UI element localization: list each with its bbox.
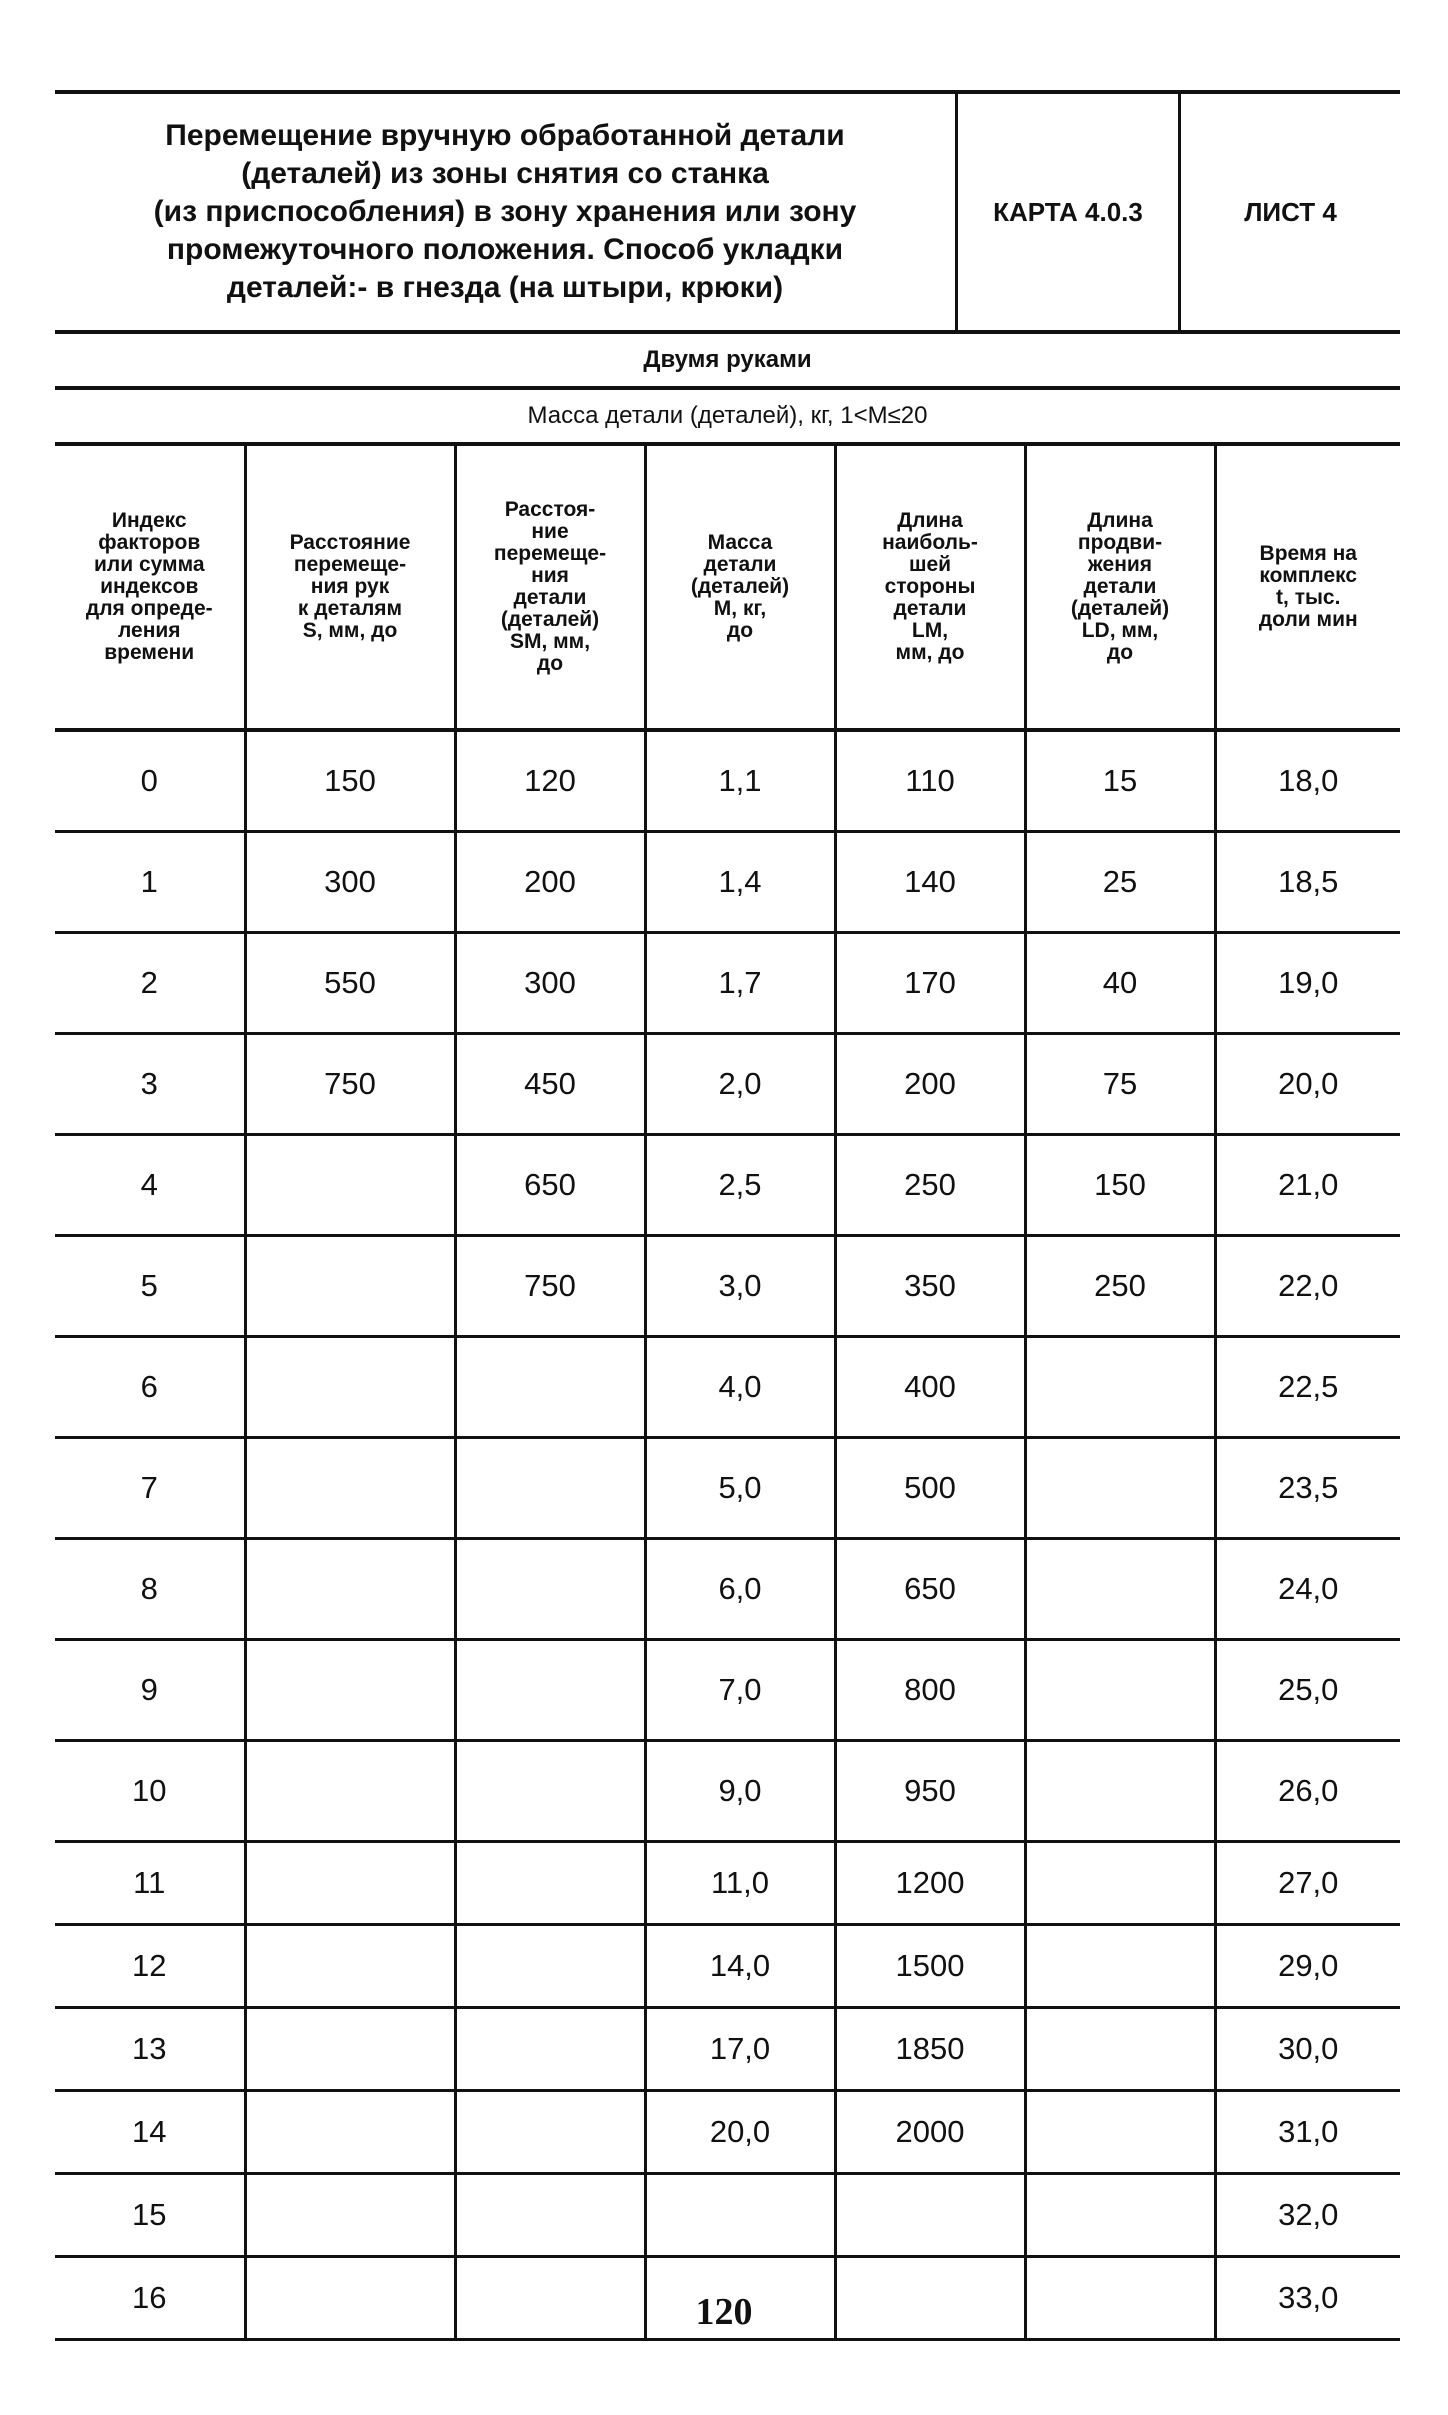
hand-distance-cell: [245, 1741, 455, 1842]
time-cell: 31,0: [1215, 2091, 1400, 2174]
part-distance-cell: [455, 1842, 645, 1925]
time-cell: 22,5: [1215, 1337, 1400, 1438]
column-header-hand-distance: Расстояние перемеще- ния рук к деталям S, мм, до: [245, 446, 455, 730]
table-row: [55, 832, 1400, 933]
title-line: (деталей) из зоны снятия со станка: [241, 157, 769, 190]
title-line: Перемещение вручную обработанной детали: [165, 119, 845, 152]
length-cell: [835, 2174, 1025, 2257]
table-row: [55, 1438, 1400, 1539]
hand-distance-cell: [245, 2091, 455, 2174]
time-cell: 25,0: [1215, 1640, 1400, 1741]
table-row: [55, 1640, 1400, 1741]
table-row: [55, 1842, 1400, 1925]
mass-range-band: Масса детали (деталей), кг, 1<M≤20: [55, 390, 1400, 446]
mass-cell: 1,1: [645, 730, 835, 832]
card-title: [55, 94, 955, 330]
hand-distance-cell: [245, 1135, 455, 1236]
advance-length-cell: 40: [1025, 933, 1215, 1034]
advance-length-cell: 15: [1025, 730, 1215, 832]
mass-cell: [645, 2174, 835, 2257]
table-row: [55, 1337, 1400, 1438]
page-number: 120: [695, 2291, 753, 2333]
card-header: [55, 90, 1400, 334]
table-row: [55, 2008, 1400, 2091]
column-header-part-distance: Расстоя- ние перемеще- ния детали (деталей) SM, мм, до: [455, 446, 645, 730]
hand-distance-cell: [245, 1842, 455, 1925]
advance-length-cell: [1025, 1438, 1215, 1539]
time-cell: 24,0: [1215, 1539, 1400, 1640]
length-cell: 170: [835, 933, 1025, 1034]
table-row: [55, 1741, 1400, 1842]
card-number: КАРТА 4.0.3: [955, 94, 1181, 330]
mass-cell: 4,0: [645, 1337, 835, 1438]
index-cell: 0: [55, 730, 245, 832]
length-cell: 950: [835, 1741, 1025, 1842]
table-header-row: [55, 446, 1400, 730]
time-cell: 27,0: [1215, 1842, 1400, 1925]
mass-cell: 9,0: [645, 1741, 835, 1842]
hand-distance-cell: [245, 2174, 455, 2257]
title-line: промежуточного положения. Способ укладки: [166, 233, 844, 266]
time-cell: 18,0: [1215, 730, 1400, 832]
advance-length-cell: [1025, 1337, 1215, 1438]
time-cell: 23,5: [1215, 1438, 1400, 1539]
part-distance-cell: 120: [455, 730, 645, 832]
mass-cell: 2,5: [645, 1135, 835, 1236]
index-cell: 1: [55, 832, 245, 933]
column-header-index: Индекс факторов или сумма индексов для опреде- ления времени: [55, 446, 245, 730]
length-cell: 650: [835, 1539, 1025, 1640]
length-cell: 200: [835, 1034, 1025, 1135]
advance-length-cell: [1025, 1640, 1215, 1741]
time-cell: 33,0: [1215, 2257, 1400, 2340]
hand-distance-cell: 300: [245, 832, 455, 933]
mass-cell: 1,7: [645, 933, 835, 1034]
index-cell: 5: [55, 1236, 245, 1337]
part-distance-cell: [455, 1640, 645, 1741]
length-cell: 1500: [835, 1925, 1025, 2008]
part-distance-cell: [455, 1741, 645, 1842]
table-row: [55, 1539, 1400, 1640]
length-cell: 500: [835, 1438, 1025, 1539]
hand-distance-cell: [245, 1925, 455, 2008]
table-row: [55, 933, 1400, 1034]
hand-distance-cell: [245, 1236, 455, 1337]
mass-cell: 2,0: [645, 1034, 835, 1135]
hand-distance-cell: 150: [245, 730, 455, 832]
title-line: деталей:- в гнезда (на штыри, крюки): [226, 271, 784, 304]
advance-length-cell: [1025, 1925, 1215, 2008]
table-row: [55, 1135, 1400, 1236]
length-cell: 800: [835, 1640, 1025, 1741]
table-row: [55, 730, 1400, 832]
table-row: [55, 1925, 1400, 2008]
part-distance-cell: 650: [455, 1135, 645, 1236]
length-cell: 110: [835, 730, 1025, 832]
part-distance-cell: [455, 1539, 645, 1640]
mass-cell: 1,4: [645, 832, 835, 933]
time-cell: 29,0: [1215, 1925, 1400, 2008]
advance-length-cell: [1025, 2174, 1215, 2257]
length-cell: 1200: [835, 1842, 1025, 1925]
index-cell: 10: [55, 1741, 245, 1842]
index-cell: 6: [55, 1337, 245, 1438]
time-cell: 18,5: [1215, 832, 1400, 933]
index-cell: 4: [55, 1135, 245, 1236]
table-row: [55, 2091, 1400, 2174]
index-cell: 14: [55, 2091, 245, 2174]
index-cell: 12: [55, 1925, 245, 2008]
hand-distance-cell: 550: [245, 933, 455, 1034]
mass-cell: 11,0: [645, 1842, 835, 1925]
mass-cell: 20,0: [645, 2091, 835, 2174]
part-distance-cell: [455, 2091, 645, 2174]
time-cell: 20,0: [1215, 1034, 1400, 1135]
table-row: [55, 1236, 1400, 1337]
table-row: [55, 2174, 1400, 2257]
hand-distance-cell: [245, 1640, 455, 1741]
index-cell: 15: [55, 2174, 245, 2257]
advance-length-cell: 25: [1025, 832, 1215, 933]
mass-cell: 3,0: [645, 1236, 835, 1337]
column-header-advance-length: Длина продви- жения детали (деталей) LD, мм, до: [1025, 446, 1215, 730]
time-cell: 22,0: [1215, 1236, 1400, 1337]
hand-distance-cell: 750: [245, 1034, 455, 1135]
index-cell: 7: [55, 1438, 245, 1539]
part-distance-cell: 200: [455, 832, 645, 933]
index-cell: 3: [55, 1034, 245, 1135]
sheet-number: ЛИСТ 4: [1244, 196, 1337, 227]
time-cell: 30,0: [1215, 2008, 1400, 2091]
length-cell: 2000: [835, 2091, 1025, 2174]
time-cell: 21,0: [1215, 1135, 1400, 1236]
index-cell: 16: [55, 2257, 245, 2340]
length-cell: 1850: [835, 2008, 1025, 2091]
time-cell: 19,0: [1215, 933, 1400, 1034]
hands-band: Двумя руками: [55, 334, 1400, 390]
table-row: [55, 1034, 1400, 1135]
column-header-length: Длина наиболь- шей стороны детали LM, мм, до: [835, 446, 1025, 730]
mass-cell: 17,0: [645, 2008, 835, 2091]
index-cell: 11: [55, 1842, 245, 1925]
advance-length-cell: [1025, 1741, 1215, 1842]
time-cell: 32,0: [1215, 2174, 1400, 2257]
part-distance-cell: 750: [455, 1236, 645, 1337]
column-header-time: Время на комплекс t, тыс. доли мин: [1215, 446, 1400, 730]
part-distance-cell: 450: [455, 1034, 645, 1135]
mass-cell: 5,0: [645, 1438, 835, 1539]
advance-length-cell: 150: [1025, 1135, 1215, 1236]
length-cell: 350: [835, 1236, 1025, 1337]
index-cell: 2: [55, 933, 245, 1034]
part-distance-cell: [455, 2008, 645, 2091]
title-line: (из приспособления) в зону хранения или зону: [153, 195, 857, 228]
advance-length-cell: [1025, 1539, 1215, 1640]
part-distance-cell: [455, 1438, 645, 1539]
part-distance-cell: [455, 2174, 645, 2257]
advance-length-cell: [1025, 1842, 1215, 1925]
advance-length-cell: [1025, 2008, 1215, 2091]
advance-length-cell: 250: [1025, 1236, 1215, 1337]
part-distance-cell: 300: [455, 933, 645, 1034]
part-distance-cell: [455, 1925, 645, 2008]
length-cell: 140: [835, 832, 1025, 933]
index-cell: 9: [55, 1640, 245, 1741]
index-cell: 8: [55, 1539, 245, 1640]
hand-distance-cell: [245, 1337, 455, 1438]
advance-length-cell: [1025, 2091, 1215, 2174]
length-cell: 250: [835, 1135, 1025, 1236]
advance-length-cell: 75: [1025, 1034, 1215, 1135]
document-page: [55, 90, 1400, 2341]
index-cell: 13: [55, 2008, 245, 2091]
time-cell: 26,0: [1215, 1741, 1400, 1842]
mass-cell: 14,0: [645, 1925, 835, 2008]
time-norms-table: [55, 446, 1400, 2341]
column-header-mass: Масса детали (деталей) M, кг, до: [645, 446, 835, 730]
part-distance-cell: [455, 1337, 645, 1438]
length-cell: 400: [835, 1337, 1025, 1438]
mass-cell: 6,0: [645, 1539, 835, 1640]
hand-distance-cell: [245, 1539, 455, 1640]
mass-cell: 7,0: [645, 1640, 835, 1741]
hand-distance-cell: [245, 1438, 455, 1539]
hand-distance-cell: [245, 2008, 455, 2091]
